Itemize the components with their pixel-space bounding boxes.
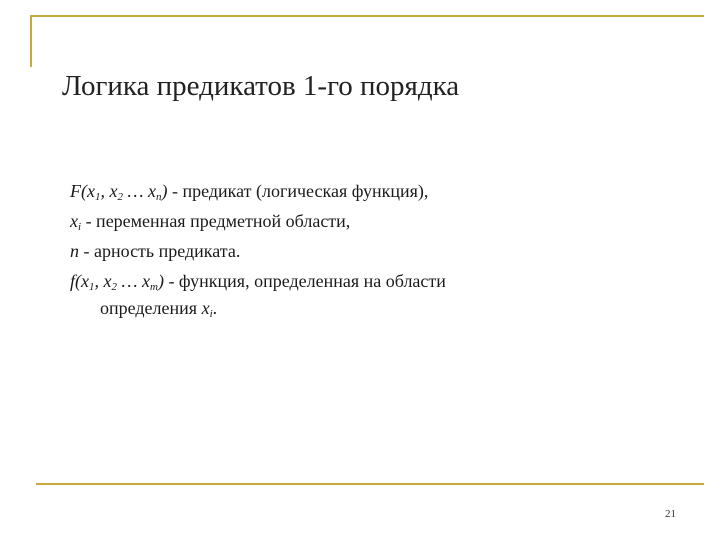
domain-variable-symbol: $x_i$ <box>201 298 213 320</box>
variable-definition-line <box>70 206 690 236</box>
left-rule <box>30 15 32 67</box>
predicate-description: - предикат (логическая функция), <box>167 181 429 201</box>
top-rule <box>30 15 704 17</box>
page-number: 21 <box>665 508 676 520</box>
arity-description: - арность предиката. <box>79 241 241 261</box>
bottom-rule <box>36 483 704 485</box>
slide-title: Логика предикатов 1-го порядка <box>62 70 460 102</box>
slide-body <box>70 176 690 320</box>
function-definition-continuation: определения $x_i$. <box>100 298 218 320</box>
variable-description: - переменная предметной области, <box>81 211 351 231</box>
arity-symbol: n <box>70 241 79 261</box>
variable-symbol: $x_i$ <box>70 211 82 233</box>
predicate-expression: $F(x_1$, $x_2$ … $x_n$) <box>70 181 168 203</box>
predicate-definition-line <box>70 176 690 206</box>
function-description: - функция, определенная на области <box>163 271 446 291</box>
function-definition-line <box>70 266 690 296</box>
arity-definition-line <box>70 236 690 266</box>
function-expression: $f(x_1$, $x_2$ … $x_m$) <box>70 271 164 293</box>
